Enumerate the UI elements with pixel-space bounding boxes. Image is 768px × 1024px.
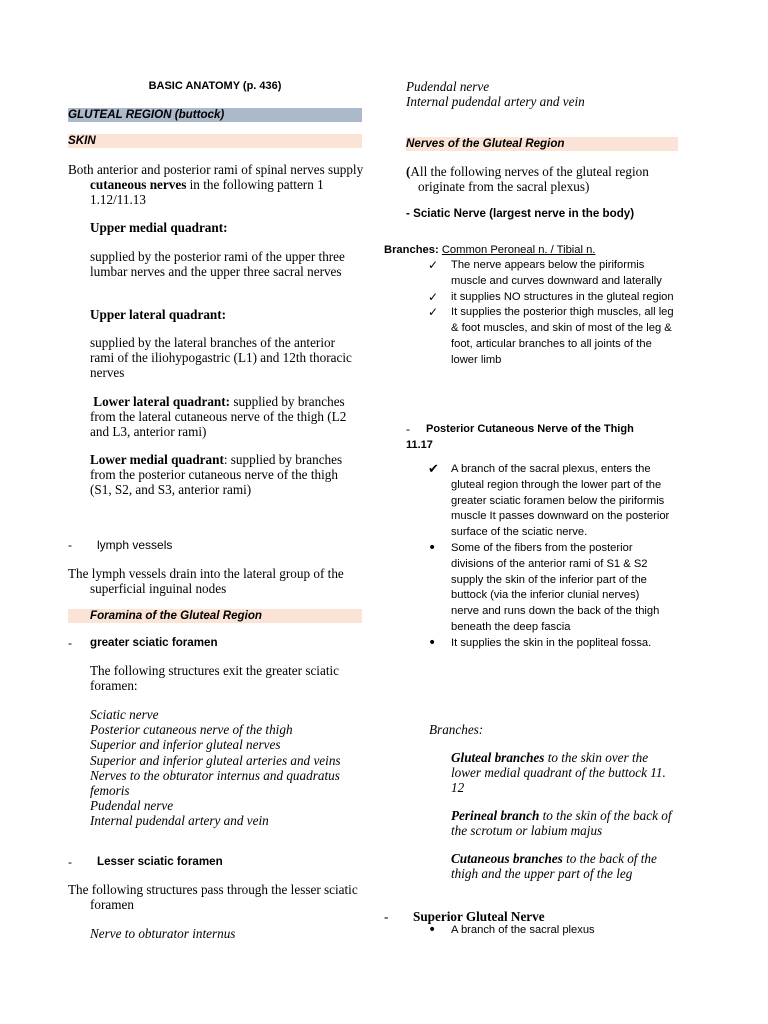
sciatic-check-list: [428, 258, 678, 369]
check-text: A branch of the sacral plexus, enters the gluteal region through the lower part of the greater sciatic foramen below the piriformis muscle It passes downward on the posterior surface of the sciatic nerve.: [451, 463, 670, 539]
page-title: BASIC ANATOMY (p. 436): [148, 80, 282, 92]
greater-foramen-intro: The following structures exit the greater sciatic foramen:: [90, 663, 340, 694]
sciatic-branches-line: [384, 243, 684, 258]
lesser-foramen-intro: The following structures pass through the lesser sciatic foramen: [68, 882, 358, 913]
nerves-heading: Nerves of the Gluteal Region: [406, 137, 678, 151]
list-item: Internal pudendal artery and vein: [90, 813, 269, 829]
intro-text-end: in the following pattern 1 1.12/11.13: [90, 177, 351, 208]
list-item: [428, 290, 678, 306]
superior-gluteal-dash: -: [384, 909, 389, 924]
gluteal-branches-paragraph: [451, 750, 678, 796]
lymph-vessels-label: lymph vessels: [97, 538, 173, 552]
greater-sciatic-foramen-heading: greater sciatic foramen: [90, 636, 218, 649]
check-icon: ✓: [428, 289, 439, 304]
upper-lateral-text: supplied by the lateral branches of the anterior rami of the iliohypogastric (L1) and 12th thoracic nerves: [90, 335, 352, 381]
upper-medial-text: supplied by the posterior rami of the upper three lumbar nerves and the upper three sacral nerves: [90, 249, 345, 280]
list-item: Pudendal nerve: [406, 79, 490, 94]
intro-text-start: Both anterior and posterior rami of spinal nerves supply: [68, 162, 364, 177]
list-item: Pudendal nerve: [90, 798, 174, 814]
list-item: Superior and inferior gluteal arteries and veins: [90, 752, 341, 768]
lower-lateral-paragraph: [68, 394, 362, 440]
list-item: [428, 462, 678, 541]
skin-heading: SKIN: [68, 134, 362, 148]
check-icon: ✔: [428, 462, 439, 477]
list-item: Sciatic nerve: [90, 707, 159, 722]
list-item: Internal pudendal artery and vein: [406, 94, 585, 110]
continued-list: [406, 79, 682, 109]
list-item-continuation: [428, 604, 678, 636]
list-item: [428, 541, 678, 604]
lymph-vessels-text: The lymph vessels drain into the lateral group of the superficial inguinal nodes: [68, 566, 344, 597]
continuation-text: nerve and runs down the back of the thigh beneath the deep fascia: [451, 605, 660, 633]
posterior-cutaneous-ref: 11.17: [406, 439, 433, 451]
check-text: It supplies the posterior thigh muscles, all leg & foot muscles, and skin of most of the leg & foot, articular branches to all joints of the lower limb: [451, 306, 674, 366]
lower-medial-paragraph: [68, 452, 362, 498]
superior-gluteal-heading: Superior Gluteal Nerve: [413, 909, 545, 924]
branches-value: Common Peroneal n. / Tibial n.: [441, 244, 596, 256]
upper-medial-heading: Upper medial quadrant:: [90, 220, 228, 235]
posterior-cutaneous-dash: -: [406, 422, 410, 436]
list-item: [428, 258, 678, 290]
note-paren: (: [406, 164, 411, 179]
bullet-text: Some of the fibers from the posterior divisions of the anterior rami of S1 & S2 supply the skin of the inferior part of the buttock (via the inferior clunial nerves): [451, 541, 648, 602]
lower-medial-heading: Lower medial quadrant: [90, 452, 224, 467]
bullet-icon: •: [428, 539, 437, 556]
check-icon: ✓: [428, 258, 439, 272]
sacral-plexus-note: [406, 164, 682, 194]
posterior-cutaneous-heading: Posterior Cutaneous Nerve of the Thigh: [426, 423, 634, 435]
bullet-icon: •: [428, 634, 437, 651]
bullet-icon: •: [428, 922, 437, 938]
greater-foramen-list: [68, 707, 362, 829]
upper-lateral-heading: Upper lateral quadrant:: [90, 307, 227, 322]
cutaneous-branches-text: to the back of the thigh and the upper part of the leg: [451, 851, 657, 882]
cutaneous-branches-term: Cutaneous branches: [451, 851, 563, 866]
superior-gluteal-list: [428, 923, 678, 939]
lesser-foramen-dash: -: [68, 855, 72, 869]
greater-foramen-dash: -: [68, 636, 72, 650]
gluteal-branches-term: Gluteal branches: [451, 750, 545, 765]
bullet-text: A branch of the sacral plexus: [451, 924, 595, 936]
bullet-text: It supplies the skin in the popliteal fossa.: [451, 636, 652, 649]
perineal-branch-term: Perineal branch: [451, 808, 540, 823]
cutaneous-branches-paragraph: [451, 851, 678, 881]
lesser-sciatic-foramen-heading: Lesser sciatic foramen: [97, 855, 223, 868]
lymph-dash: -: [68, 538, 72, 552]
lower-lateral-heading: Lower lateral quadrant:: [93, 394, 231, 409]
lower-lateral-text: supplied by branches from the lateral cutaneous nerve of the thigh (L2 and L3, anterior rami): [90, 394, 347, 440]
check-text: it supplies NO structures in the gluteal region: [451, 290, 674, 303]
list-item: [428, 923, 678, 939]
list-item: Superior and inferior gluteal nerves: [90, 737, 281, 753]
foramina-heading: Foramina of the Gluteal Region: [68, 609, 362, 623]
posterior-cutaneous-list: [428, 462, 678, 652]
check-text: The nerve appears below the piriformis muscle and curves downward and laterally: [451, 259, 662, 287]
list-item: Posterior cutaneous nerve of the thigh: [90, 722, 293, 738]
list-item: [428, 305, 678, 368]
branches-label: Branches:: [384, 244, 439, 256]
gluteal-region-heading: GLUTEAL REGION (buttock): [68, 108, 362, 122]
check-icon: ✓: [428, 305, 439, 320]
perineal-branch-text: to the skin of the back of the scrotum or labium majus: [451, 808, 672, 839]
lesser-foramen-item: Nerve to obturator internus: [90, 926, 236, 941]
skin-intro-paragraph: [68, 162, 384, 208]
branches-heading: Branches:: [429, 722, 484, 737]
perineal-branch-paragraph: [451, 808, 678, 838]
note-text: All the following nerves of the gluteal region originate from the sacral plexus): [410, 164, 649, 195]
list-item: [428, 636, 678, 652]
gluteal-branches-text: to the skin over the lower medial quadrant of the buttock 11. 12: [451, 750, 666, 796]
intro-bold-term: cutaneous nerves: [90, 177, 187, 193]
lower-medial-text: : supplied by branches from the posterior cutaneous nerve of the thigh (S1, S2, and S3, anterior rami): [90, 452, 343, 498]
sciatic-nerve-heading: - Sciatic Nerve (largest nerve in the body): [406, 207, 635, 220]
list-item: Nerves to the obturator internus and quadratus femoris: [90, 767, 340, 799]
